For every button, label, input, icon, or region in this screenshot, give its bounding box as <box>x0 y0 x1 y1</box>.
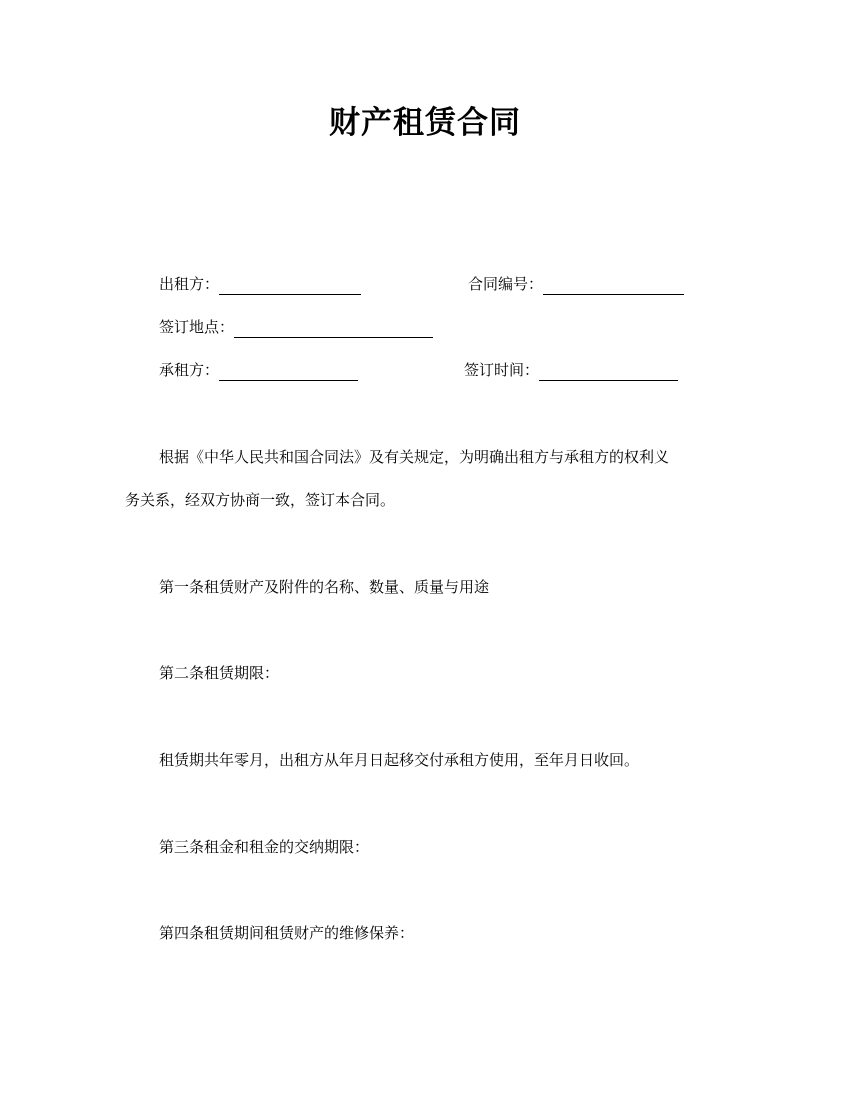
sign-place-label: 签订地点： <box>159 318 235 336</box>
article-3: 第三条租金和租金的交纳期限： <box>159 838 370 856</box>
lessor-label: 出租方： <box>159 275 220 293</box>
sign-place-field <box>159 316 433 338</box>
sign-time-blank <box>539 364 678 381</box>
lease-term-text: 租赁期共年零月，出租方从年月日起移交付承租方使用，至年月日收回。 <box>159 751 640 769</box>
contract-no-blank <box>543 278 684 295</box>
sign-place-blank <box>234 321 433 338</box>
sign-time-field <box>464 359 678 381</box>
lessor-field <box>159 273 361 295</box>
article-2: 第二条租赁期限： <box>159 664 280 682</box>
lessee-blank <box>219 364 358 381</box>
contract-no-field <box>468 273 684 295</box>
sign-time-label: 签订时间： <box>464 361 540 379</box>
document-title: 财产租赁合同 <box>329 105 521 141</box>
article-1: 第一条租赁财产及附件的名称、数量、质量与用途 <box>159 578 490 596</box>
lessee-label: 承租方： <box>159 361 220 379</box>
lessee-field <box>159 359 358 381</box>
intro-line-2: 务关系，经双方协商一致，签订本合同。 <box>125 491 396 509</box>
article-4: 第四条租赁期间租赁财产的维修保养： <box>159 924 415 942</box>
contract-no-label: 合同编号： <box>468 275 544 293</box>
intro-line-1: 根据《中华人民共和国合同法》及有关规定，为明确出租方与承租方的权利义 <box>159 448 670 466</box>
lessor-blank <box>219 278 361 295</box>
